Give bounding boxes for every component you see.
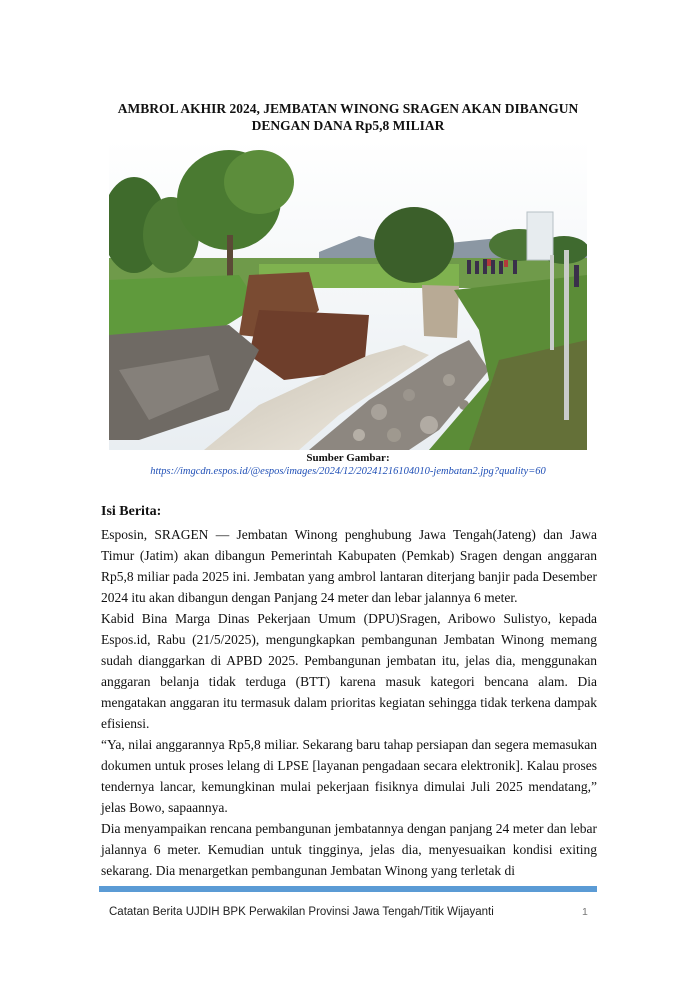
image-source-colon: : [385,452,390,464]
paragraph-1: Esposin, SRAGEN — Jembatan Winong penghubung Jawa Tengah(Jateng) dan Jawa Timur (Jatim) akan dibangun Pemerintah Kabupaten (Pemkab) Sragen dengan anggaran Rp5,8 miliar pada 2025 ini. Jembatan yang ambrol lantaran diterjang banjir pada Desember 2024 itu akan dibangun dengan Panjang 24 meter dan lebar jalannya 6 meter. [101,527,597,605]
paragraph-2: Kabid Bina Marga Dinas Pekerjaan Umum (DPU)Sragen, Aribowo Sulistyo, kepada Espos.id, Rabu (21/5/2025), mengungkapkan pembangunan Jembatan Winong memang sudah dianggarkan di APBD 2025. Pembangunan jembatan itu, jelas dia, menggunakan anggaran belanja tidak terduga (BTT) karena masuk kategori bencana alam. Dia mengatakan anggaran itu termasuk dalam prioritas kegiatan sehingga tidak terkena dampak efisiensi. [101,611,597,731]
image-source-label [98,452,598,465]
footer-divider [99,886,597,892]
paragraph-3: “Ya, nilai anggarannya Rp5,8 miliar. Sekarang baru tahap persiapan dan segera memasukan dokumen untuk proses lelang di LPSE [layanan pengadaan secara elektronik]. Kalau proses tendernya lancar, kemungkinan mulai pekerjaan fisiknya dimulai Juli 2025 mendatang,” jelas Bowo, sapaannya. [101,737,597,815]
article-title-line-2: DENGAN DANA Rp5,8 MILIAR [251,118,445,133]
image-source-label-text: Sumber Gambar [306,452,386,464]
article-body [101,524,597,881]
footer-text: Catatan Berita UJDIH BPK Perwakilan Provinsi Jawa Tengah/Titik Wijayanti [109,906,494,918]
article-photo [109,140,587,450]
page-number: 1 [582,906,588,918]
article-title [98,100,598,134]
image-source-link[interactable]: https://imgcdn.espos.id/@espos/images/2024/12/20241216104010-jembatan2.jpg?quality=60 [150,466,546,477]
collapsed-bridge-river-photo [109,140,587,450]
section-heading: Isi Berita: [101,504,162,519]
article-title-line-1: AMBROL AKHIR 2024, JEMBATAN WINONG SRAGEN AKAN DIBANGUN [117,101,579,116]
paragraph-4: Dia menyampaikan rencana pembangunan jembatannya dengan panjang 24 meter dan lebar jalannya 6 meter. Kemudian untuk tingginya, jelas dia, menyesuaikan kondisi exiting sekarang. Dia menargetkan pembangunan Jembatan Winong yang terletak di [101,821,597,878]
